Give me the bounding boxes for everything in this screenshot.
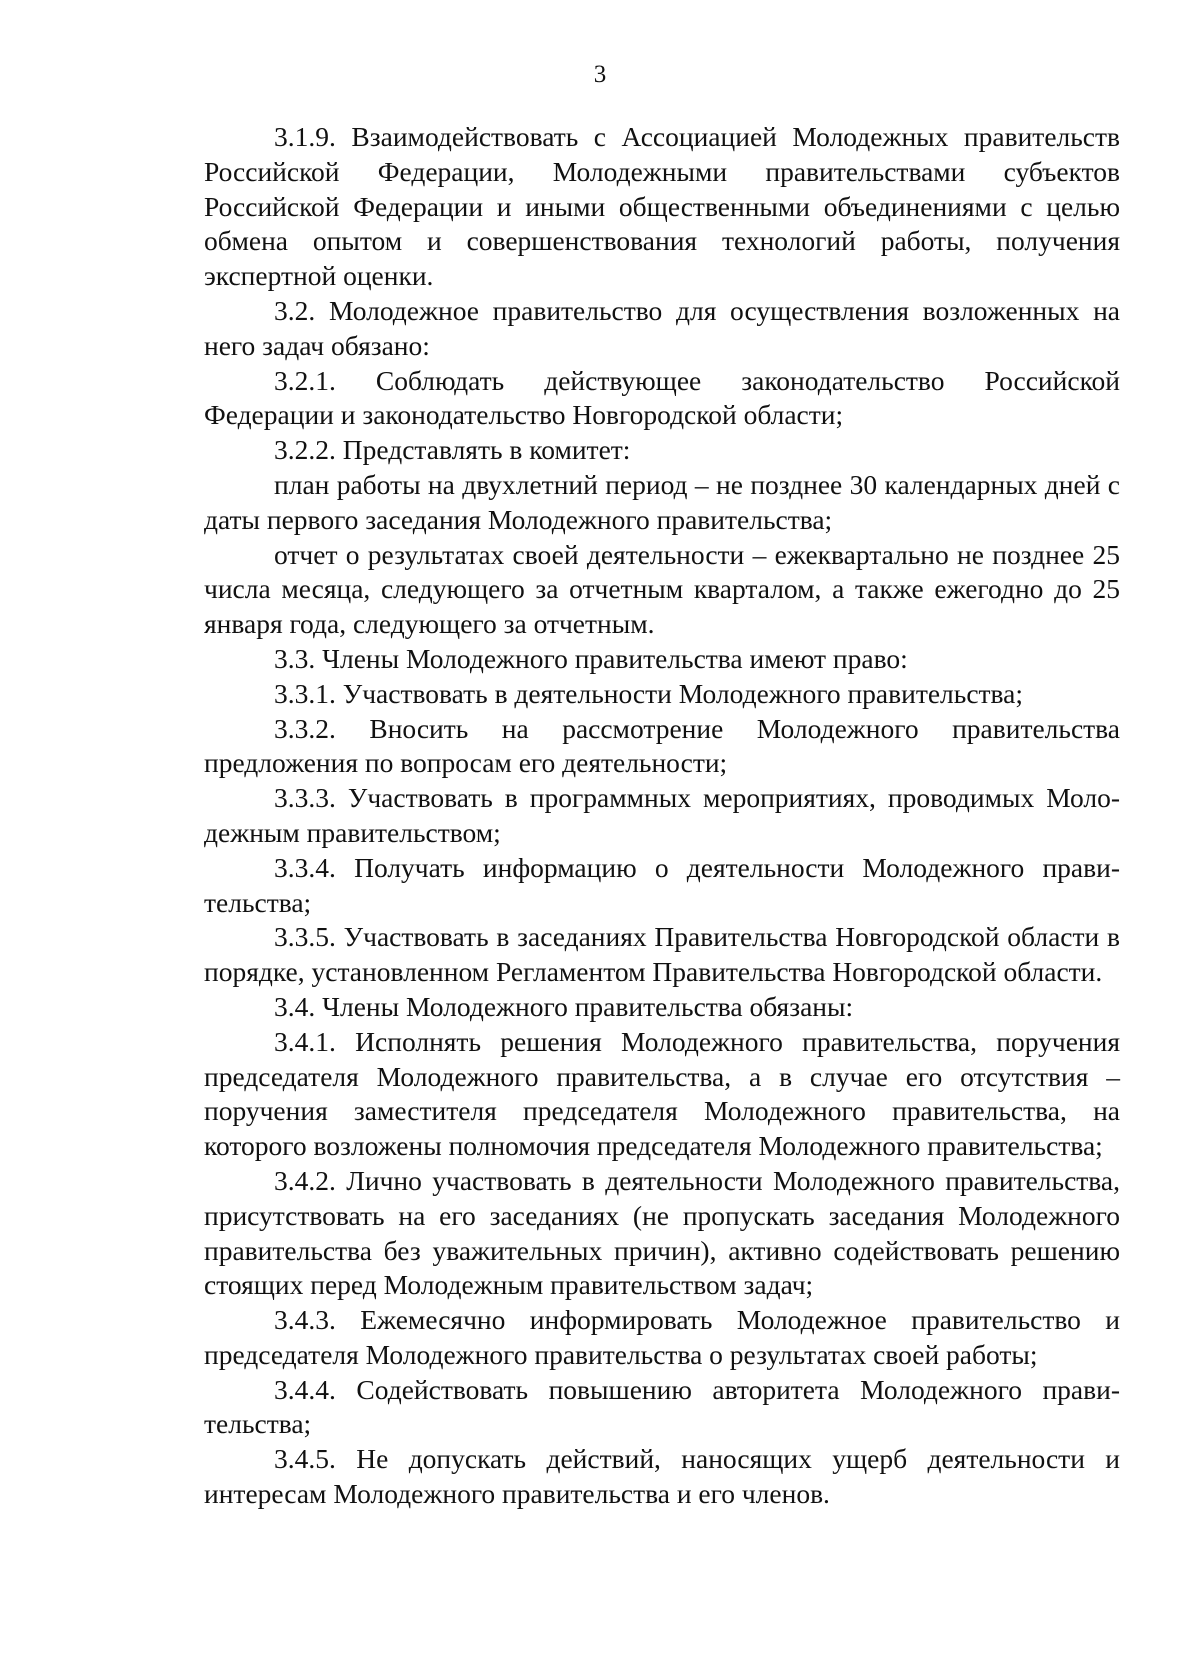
paragraph-3-4-1: 3.4.1. Исполнять решения Молодежного правительства, поручения председателя Молодежного правительства, а в случае его отсутствия – поручения заместителя председателя Молодежного правительства, на которого возложены полномочия председателя Молодежного правительства; (204, 1025, 1120, 1162)
paragraph-3-3-1: 3.3.1. Участвовать в деятельности Молодежного правительства; (274, 677, 1024, 709)
paragraph-work-plan: план работы на двухлетний период – не позднее 30 календарных дней с даты первого заседания Молодежного правительства; (204, 468, 1120, 535)
paragraph-3-3-2: 3.3.2. Вносить на рассмотрение Молодежного правительства предложения по вопросам его деятельности; (204, 712, 1120, 779)
paragraph-3-2-1: 3.2.1. Соблюдать действующее законодательство Российской Федерации и законодательство Новгородской области; (204, 364, 1120, 431)
paragraph-3-4-3: 3.4.3. Ежемесячно информировать Молодежное правительство и председателя Молодежного правительства о результатах своей работы; (204, 1304, 1120, 1370)
paragraph-3-2-2: 3.2.2. Представлять в комитет: (274, 434, 631, 466)
paragraph-3-4-2: 3.4.2. Лично участвовать в деятельности Молодежного правительства, присутствовать на его заседаниях (не пропускать заседания Молодежного правительства без уважительных причин), активно содействовать решению стоящих перед Молодежным правительством задач; (204, 1164, 1120, 1301)
page-number: 3 (593, 61, 607, 88)
paragraph-3-4: 3.4. Члены Молодежного правительства обязаны: (274, 990, 854, 1022)
paragraph-3-2: 3.2. Молодежное правительство для осуществления возложенных на него задач обязано: (204, 294, 1120, 361)
paragraph-activity-report: отчет о результатах своей деятельности – ежеквартально не позднее 25 числа месяца, следующего за отчетным кварталом, а также ежегодно до 25 января года, следующего за отчетным. (204, 538, 1120, 640)
paragraph-3-3: 3.3. Члены Молодежного правительства имеют право: (274, 642, 908, 674)
paragraph-3-3-3: 3.3.3. Участвовать в программных мероприятиях, проводимых Моло-дежным правительством; (204, 782, 1120, 848)
paragraph-3-4-5: 3.4.5. Не допускать действий, наносящих ущерб деятельности и интересам Молодежного правительства и его членов. (204, 1443, 1120, 1510)
paragraph-3-3-4: 3.3.4. Получать информацию о деятельности Молодежного прави-тельства; (204, 851, 1120, 918)
paragraph-3-1-9: 3.1.9. Взаимодействовать с Ассоциацией Молодежных правительств Российской Федерации, Молодежными правительствами субъектов Российской Федерации и иными общественными объединениями с целью обмена опытом и совершенствования технологий работы, получения экспертной оценки. (204, 121, 1120, 292)
paragraph-3-3-5: 3.3.5. Участвовать в заседаниях Правительства Новгородской области в порядке, установленном Регламентом Правительства Новгородской области. (204, 921, 1120, 988)
paragraph-3-4-4: 3.4.4. Содействовать повышению авторитета Молодежного прави-тельства; (204, 1373, 1120, 1440)
document-body (204, 120, 1120, 1512)
